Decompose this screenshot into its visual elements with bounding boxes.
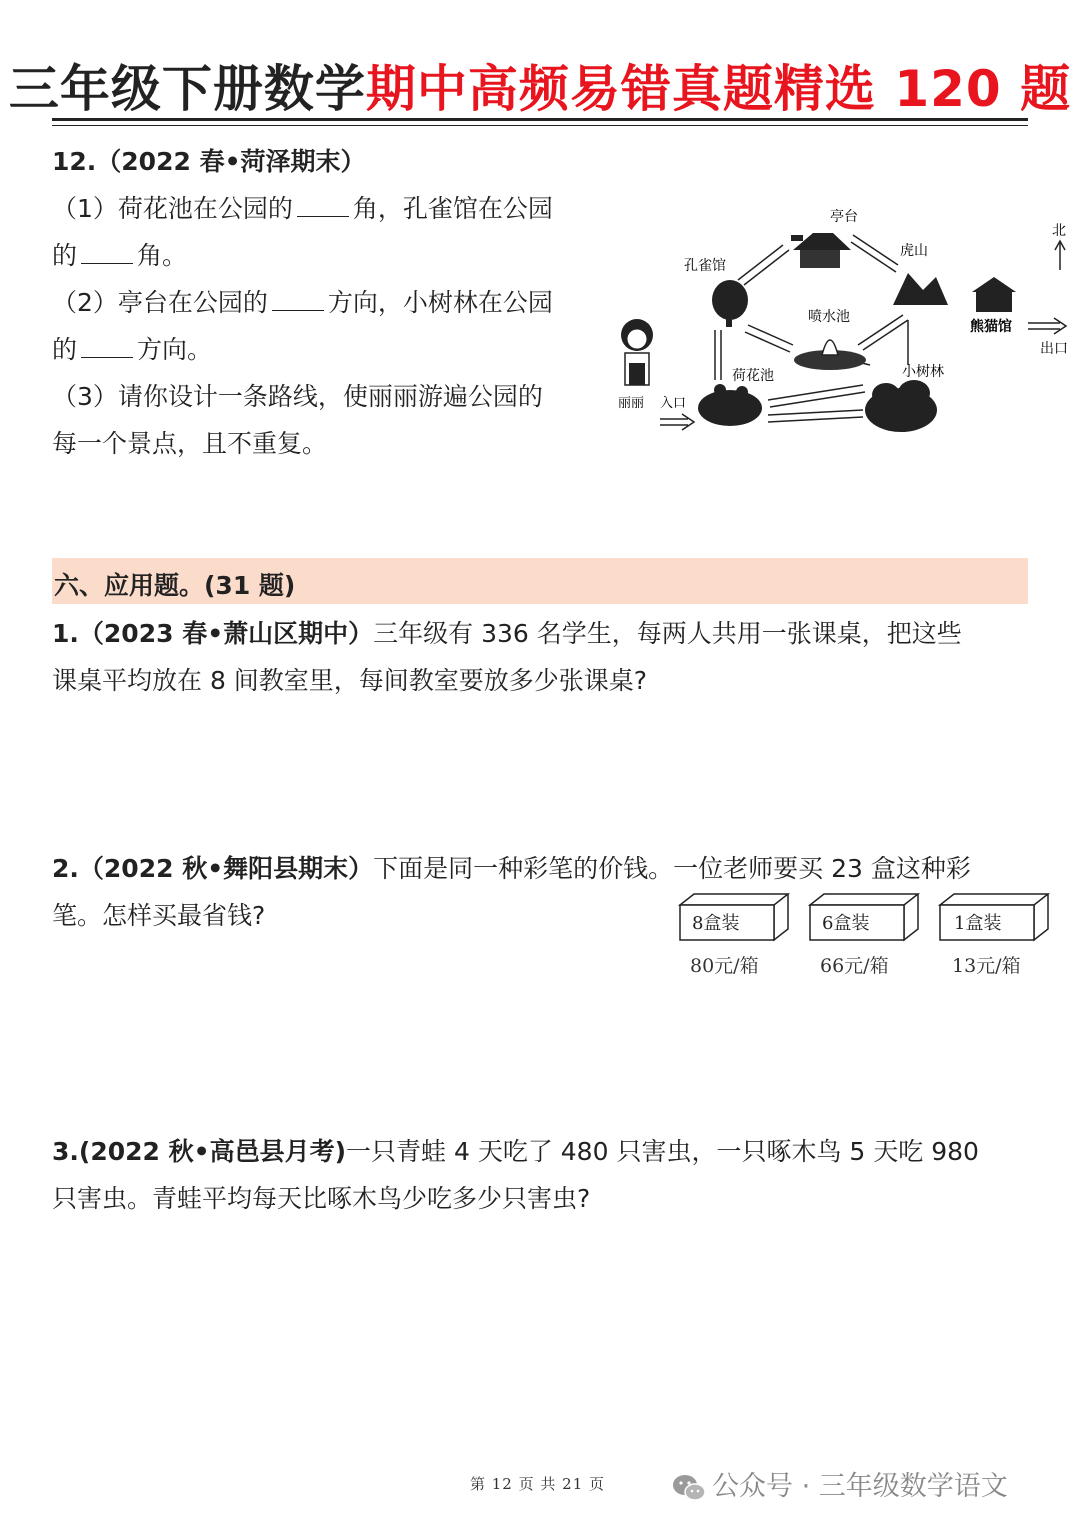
box-label: 6盒装 (822, 913, 870, 934)
panda-hall-icon (972, 277, 1016, 312)
answer-blank[interactable] (272, 288, 324, 311)
answer-blank[interactable] (81, 241, 133, 264)
q12-part2-line1: （2）亭台在公园的 方向，小树林在公园 (52, 288, 553, 317)
q12-part1-line2: 的 角。 (52, 241, 188, 270)
q2-line1: 2.（2022 秋•舞阳县期末）下面是同一种彩笔的价钱。一位老师要买 23 盒这种彩 (52, 854, 971, 883)
label-lili: 丽丽 (618, 396, 645, 411)
page-number: 第 12 页 共 21 页 (470, 1475, 606, 1493)
q12-part3-line1: （3）请你设计一条路线，使丽丽游遍公园的 (52, 382, 543, 411)
box-price: 13元/箱 (952, 955, 1021, 977)
q3-line2: 只害虫。青蛙平均每天比啄木鸟少吃多少只害虫? (52, 1184, 591, 1213)
label-penshui: 喷水池 (808, 309, 850, 325)
q1-line1: 1.（2023 春•萧山区期中）三年级有 336 名学生，每两人共用一张课桌，把这些 (52, 619, 962, 648)
label-entrance: 入口 (660, 396, 687, 411)
park-map (608, 195, 1080, 450)
price-box-1 (938, 893, 1050, 977)
grove-icon (865, 380, 937, 432)
label-shulin: 小树林 (902, 364, 944, 380)
exit-arrow-icon (1028, 318, 1066, 334)
wechat-icon (672, 1474, 706, 1502)
label-hushan: 虎山 (900, 243, 928, 259)
peacock-hall-icon (712, 280, 748, 327)
box-price: 80元/箱 (690, 955, 759, 977)
fountain-icon (794, 340, 866, 370)
q12-part2-line2: 的 方向。 (52, 335, 213, 364)
q1-line2: 课桌平均放在 8 间教室里，每间教室要放多少张课桌? (52, 666, 648, 695)
label-exit: 出口 (1040, 341, 1068, 357)
box-label: 1盒装 (954, 913, 1002, 934)
tiger-hill-icon (893, 273, 948, 305)
watermark-text: 公众号 · 三年级数学语文 (712, 1471, 1008, 1502)
page-title (0, 58, 1080, 120)
title-rule-thick (52, 118, 1028, 121)
price-box-6 (808, 893, 920, 977)
q3-line1: 3.(2022 秋•高邑县月考)一只青蛙 4 天吃了 480 只害虫，一只啄木鸟 5 天吃 980 (52, 1137, 979, 1166)
q12-heading: 12.（2022 春•菏泽期末） (52, 147, 366, 176)
north-arrow-icon (1055, 241, 1065, 270)
girl-lili-icon (621, 319, 653, 385)
answer-blank[interactable] (297, 194, 349, 217)
label-kongque: 孔雀馆 (684, 258, 726, 274)
pavilion-icon (791, 233, 851, 268)
section-title: 六、应用题。(31 题) (54, 571, 296, 600)
box-price: 66元/箱 (820, 955, 889, 977)
label-north: 北 (1052, 223, 1066, 239)
box-label: 8盒装 (692, 913, 740, 934)
entrance-arrow-icon (660, 414, 694, 430)
title-black-part: 三年级下册数学 (8, 60, 366, 118)
answer-blank[interactable] (81, 335, 133, 358)
price-box-8 (678, 893, 790, 977)
lotus-pond-icon (698, 384, 762, 426)
q12-part1-line1: （1）荷花池在公园的 角，孔雀馆在公园 (52, 194, 553, 223)
q2-line2: 笔。怎样买最省钱? (52, 901, 266, 930)
label-ting: 亭台 (830, 209, 858, 225)
title-red-part: 期中高频易错真题精选 120 题 (365, 60, 1072, 118)
watermark (672, 1464, 1008, 1503)
title-rule-thin (52, 125, 1028, 126)
label-xiongmao: 熊猫馆 (970, 319, 1012, 335)
label-hehua: 荷花池 (732, 368, 774, 384)
q12-part3-line2: 每一个景点，且不重复。 (52, 429, 328, 458)
